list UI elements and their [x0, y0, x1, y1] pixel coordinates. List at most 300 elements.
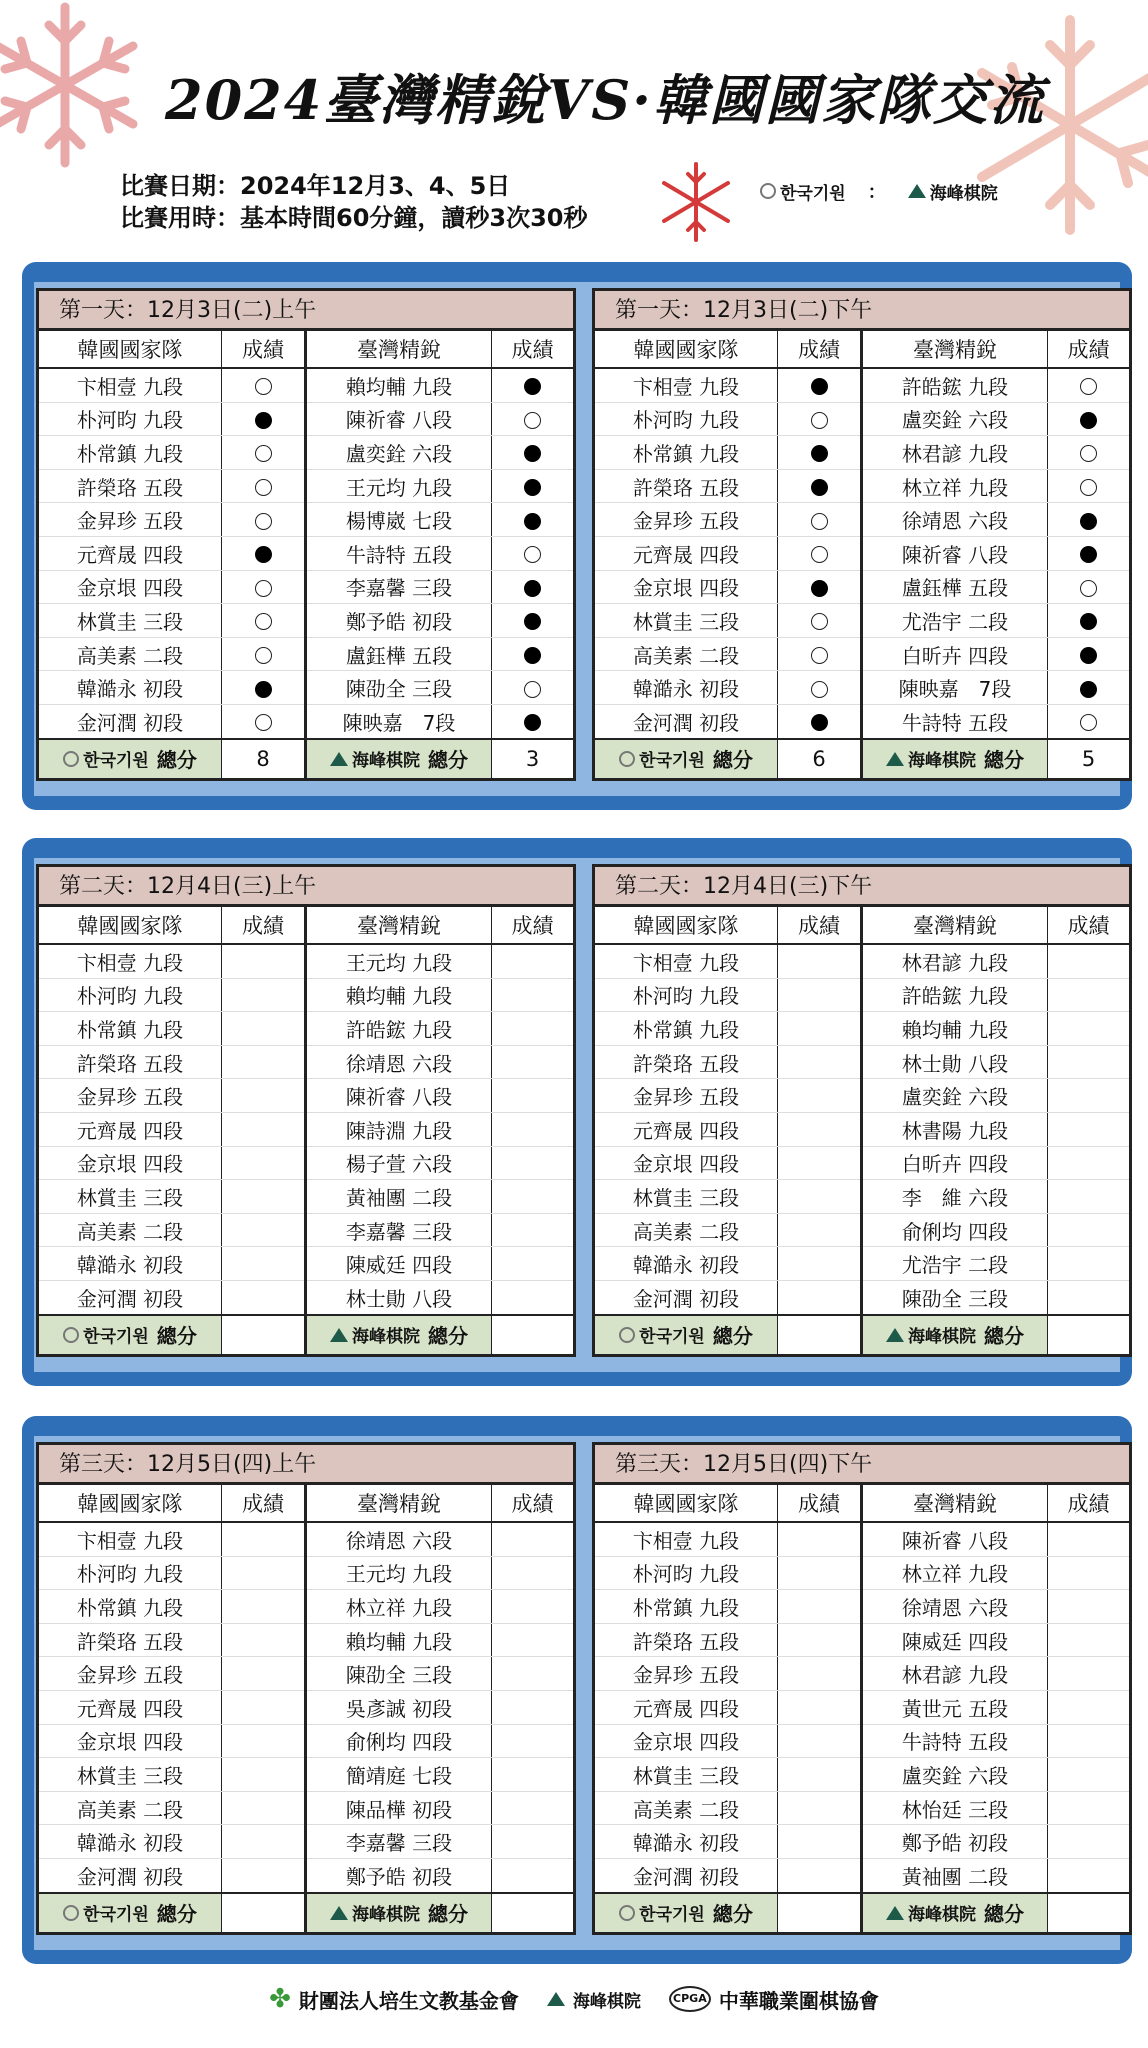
korea-result — [778, 1657, 862, 1691]
taiwan-result — [492, 536, 574, 570]
taiwan-result — [492, 604, 574, 638]
korea-player: 金昇珍 五段 — [39, 1657, 222, 1691]
korea-player: 許榮珞 五段 — [595, 469, 778, 503]
taiwan-result — [492, 1112, 574, 1146]
korea-result — [778, 1112, 862, 1146]
korea-result — [778, 1180, 862, 1214]
korea-result — [222, 503, 306, 537]
korea-result — [222, 1657, 306, 1691]
table-row — [39, 1112, 573, 1146]
korea-player: 朴常鎮 九段 — [595, 1012, 778, 1046]
taiwan-player: 盧奕銓 六段 — [862, 1758, 1048, 1792]
korea-player: 金河潤 初段 — [595, 704, 778, 738]
taiwan-result — [492, 944, 574, 978]
korea-player: 韓澔永 初段 — [39, 1247, 222, 1281]
korea-player: 高美素 二段 — [39, 1213, 222, 1247]
table-row — [595, 944, 1129, 978]
korea-baduk-icon — [63, 751, 79, 767]
taiwan-player: 徐靖恩 六段 — [306, 1045, 492, 1079]
table-row — [39, 469, 573, 503]
taiwan-result — [492, 1247, 574, 1281]
haifeng-logo: 海峰棋院 — [330, 1322, 420, 1347]
table-row — [595, 637, 1129, 671]
table-row — [39, 1791, 573, 1825]
korea-baduk-logo: 한국기원 — [619, 1322, 705, 1347]
table-row — [595, 402, 1129, 436]
taiwan-player: 林立祥 九段 — [862, 1556, 1048, 1590]
col-taiwan-team: 臺灣精銳 — [306, 1485, 492, 1522]
taiwan-result — [492, 503, 574, 537]
korea-result — [778, 1858, 862, 1892]
korea-result — [222, 368, 306, 402]
korea-baduk-icon — [619, 1905, 635, 1921]
korea-player: 卞相壹 九段 — [39, 944, 222, 978]
total-label-inner — [39, 744, 221, 773]
taiwan-result — [1048, 1079, 1130, 1113]
win-white-stone-icon — [1080, 479, 1097, 496]
col-result: 成績 — [1048, 331, 1130, 368]
taiwan-result — [1048, 1213, 1130, 1247]
korea-baduk-icon — [619, 751, 635, 767]
taiwan-result — [492, 1556, 574, 1590]
table-row — [595, 469, 1129, 503]
korea-player: 朴常鎮 九段 — [39, 436, 222, 470]
korea-result — [222, 1825, 306, 1859]
taiwan-player: 陳祈睿 八段 — [862, 1522, 1048, 1556]
korea-player: 金昇珍 五段 — [39, 503, 222, 537]
col-taiwan-team: 臺灣精銳 — [306, 331, 492, 368]
loss-black-stone-icon — [524, 613, 541, 630]
col-result: 成績 — [492, 907, 574, 944]
win-white-stone-icon — [524, 546, 541, 563]
session-panel — [592, 288, 1132, 781]
table-row — [39, 637, 573, 671]
taiwan-player: 王元均 九段 — [306, 944, 492, 978]
session-title: 第一天：12月3日(二)上午 — [39, 291, 573, 331]
table-row — [595, 503, 1129, 537]
loss-black-stone-icon — [524, 714, 541, 731]
korea-result — [778, 503, 862, 537]
total-row — [39, 739, 573, 778]
korea-player: 韓澔永 初段 — [595, 1825, 778, 1859]
haifeng-logo: 海峰棋院 — [330, 1900, 420, 1925]
col-taiwan-team: 臺灣精銳 — [862, 331, 1048, 368]
taiwan-result — [492, 1079, 574, 1113]
taiwan-result — [1048, 978, 1130, 1012]
results-table — [39, 907, 573, 1354]
day-block — [22, 838, 1132, 1386]
taiwan-player: 俞俐均 四段 — [306, 1724, 492, 1758]
taiwan-result — [492, 1791, 574, 1825]
cpga-badge: CPGA — [669, 1986, 711, 2012]
col-taiwan-team: 臺灣精銳 — [862, 907, 1048, 944]
total-row — [595, 1315, 1129, 1354]
taiwan-player: 林君諺 九段 — [862, 1657, 1048, 1691]
win-white-stone-icon — [255, 479, 272, 496]
taiwan-player: 黃世元 五段 — [862, 1690, 1048, 1724]
table-row — [39, 402, 573, 436]
col-korea-team: 韓國國家隊 — [595, 331, 778, 368]
korea-total-label — [595, 1893, 778, 1932]
korea-player: 卞相壹 九段 — [595, 1522, 778, 1556]
table-row — [595, 368, 1129, 402]
win-white-stone-icon — [811, 546, 828, 563]
table-header — [39, 907, 573, 944]
win-white-stone-icon — [811, 412, 828, 429]
korea-result — [778, 1825, 862, 1859]
korea-total-label — [595, 739, 778, 778]
col-taiwan-team: 臺灣精銳 — [862, 1485, 1048, 1522]
korea-result — [778, 1791, 862, 1825]
taiwan-result — [492, 1213, 574, 1247]
korea-player: 金昇珍 五段 — [39, 1079, 222, 1113]
taiwan-player: 王元均 九段 — [306, 1556, 492, 1590]
table-row — [595, 978, 1129, 1012]
table-row — [595, 1825, 1129, 1859]
table-header — [595, 331, 1129, 368]
total-label: 總分 — [712, 748, 753, 773]
win-white-stone-icon — [255, 647, 272, 664]
table-row — [595, 1590, 1129, 1624]
korea-baduk-icon — [760, 183, 776, 199]
korea-result — [778, 1247, 862, 1281]
results-table — [39, 331, 573, 778]
table-row — [39, 1724, 573, 1758]
session-title: 第三天：12月5日(四)上午 — [39, 1445, 573, 1485]
loss-black-stone-icon — [1080, 681, 1097, 698]
taiwan-player: 黃袖團 二段 — [306, 1180, 492, 1214]
korea-result — [778, 671, 862, 705]
table-row — [595, 1690, 1129, 1724]
korea-result — [222, 704, 306, 738]
table-row — [39, 671, 573, 705]
korea-player: 朴河昀 九段 — [595, 978, 778, 1012]
taiwan-total-score — [492, 1893, 574, 1932]
loss-black-stone-icon — [1080, 412, 1097, 429]
loss-black-stone-icon — [524, 647, 541, 664]
korea-player: 韓澔永 初段 — [39, 671, 222, 705]
korea-player: 朴常鎮 九段 — [595, 436, 778, 470]
taiwan-player: 陳祈睿 八段 — [306, 1079, 492, 1113]
korea-result — [222, 402, 306, 436]
korea-player: 林賞圭 三段 — [39, 1758, 222, 1792]
korea-baduk-logo: 한국기원 — [760, 179, 846, 204]
mountain-icon — [908, 184, 926, 198]
table-header — [39, 331, 573, 368]
taiwan-player: 陳劭全 三段 — [306, 671, 492, 705]
taiwan-player: 楊博崴 七段 — [306, 503, 492, 537]
table-row — [39, 1690, 573, 1724]
table-row — [595, 1556, 1129, 1590]
korea-result — [778, 944, 862, 978]
korea-result — [222, 1180, 306, 1214]
table-row — [595, 1079, 1129, 1113]
mountain-icon — [330, 1906, 348, 1920]
table-header — [595, 1485, 1129, 1522]
taiwan-player: 徐靖恩 六段 — [306, 1522, 492, 1556]
table-row — [595, 704, 1129, 738]
taiwan-total-label — [306, 1315, 492, 1354]
taiwan-player: 尤浩宇 二段 — [862, 1247, 1048, 1281]
loss-black-stone-icon — [524, 513, 541, 530]
total-label: 總分 — [712, 1324, 753, 1349]
taiwan-player: 盧鈺樺 五段 — [862, 570, 1048, 604]
korea-total-score — [778, 1893, 862, 1932]
korea-player: 高美素 二段 — [595, 637, 778, 671]
taiwan-result — [1048, 1690, 1130, 1724]
taiwan-result — [1048, 1112, 1130, 1146]
table-row — [39, 704, 573, 738]
col-korea-team: 韓國國家隊 — [39, 1485, 222, 1522]
table-row — [39, 978, 573, 1012]
table-row — [595, 1522, 1129, 1556]
taiwan-result — [1048, 671, 1130, 705]
col-korea-team: 韓國國家隊 — [595, 1485, 778, 1522]
total-row — [595, 1893, 1129, 1932]
korea-player: 金京垠 四段 — [39, 1146, 222, 1180]
table-row — [39, 1556, 573, 1590]
total-label-inner — [595, 744, 777, 773]
taiwan-player: 許皓鋐 九段 — [306, 1012, 492, 1046]
taiwan-result — [1048, 704, 1130, 738]
korea-result — [778, 536, 862, 570]
win-white-stone-icon — [255, 513, 272, 530]
taiwan-result — [1048, 604, 1130, 638]
taiwan-result — [492, 1522, 574, 1556]
taiwan-player: 陳映嘉 7段 — [306, 704, 492, 738]
korea-player: 高美素 二段 — [595, 1213, 778, 1247]
table-row — [39, 604, 573, 638]
taiwan-player: 簡靖庭 七段 — [306, 1758, 492, 1792]
win-white-stone-icon — [1080, 580, 1097, 597]
korea-baduk-logo: 한국기원 — [63, 1900, 149, 1925]
taiwan-result — [1048, 637, 1130, 671]
match-date: 比賽日期：2024年12月3、4、5日 — [120, 172, 511, 200]
table-row — [39, 1858, 573, 1892]
table-row — [39, 1623, 573, 1657]
table-row — [39, 1657, 573, 1691]
table-row — [595, 1791, 1129, 1825]
taiwan-result — [1048, 1623, 1130, 1657]
korea-result — [778, 1690, 862, 1724]
taiwan-result — [492, 402, 574, 436]
taiwan-result — [1048, 503, 1130, 537]
taiwan-player: 陳劭全 三段 — [306, 1657, 492, 1691]
taiwan-result — [1048, 1724, 1130, 1758]
taiwan-player: 林士勛 八段 — [306, 1280, 492, 1314]
loss-black-stone-icon — [255, 412, 272, 429]
total-label: 總分 — [156, 748, 197, 773]
korea-result — [778, 402, 862, 436]
taiwan-result — [492, 671, 574, 705]
taiwan-player: 陳祈睿 八段 — [306, 402, 492, 436]
col-result: 成績 — [222, 907, 306, 944]
table-row — [595, 1758, 1129, 1792]
korea-player: 元齊晟 四段 — [39, 1690, 222, 1724]
table-row — [595, 1724, 1129, 1758]
table-row — [39, 1825, 573, 1859]
total-label-inner — [863, 744, 1047, 773]
korea-total-score: 6 — [778, 739, 862, 778]
table-row — [39, 1590, 573, 1624]
loss-black-stone-icon — [1080, 546, 1097, 563]
org-cpga: CPGA 中華職業圍棋協會 — [669, 1985, 879, 2014]
korea-player: 許榮珞 五段 — [39, 1045, 222, 1079]
taiwan-total-score: 5 — [1048, 739, 1130, 778]
loss-black-stone-icon — [1080, 613, 1097, 630]
taiwan-result — [1048, 1045, 1130, 1079]
korea-result — [778, 1724, 862, 1758]
taiwan-player: 許皓鋐 九段 — [862, 978, 1048, 1012]
haifeng-logo: 海峰棋院 — [886, 746, 976, 771]
korea-total-score — [222, 1893, 306, 1932]
table-row — [39, 436, 573, 470]
taiwan-result — [492, 1146, 574, 1180]
table-row — [39, 1213, 573, 1247]
taiwan-result — [492, 978, 574, 1012]
col-result: 成績 — [778, 1485, 862, 1522]
korea-player: 金京垠 四段 — [595, 1146, 778, 1180]
korea-result — [778, 1045, 862, 1079]
taiwan-player: 賴均輔 九段 — [306, 1623, 492, 1657]
results-table — [595, 907, 1129, 1354]
total-label-inner — [307, 1320, 491, 1349]
total-row — [595, 739, 1129, 778]
session-title: 第三天：12月5日(四)下午 — [595, 1445, 1129, 1485]
korea-player: 元齊晟 四段 — [595, 1112, 778, 1146]
table-row — [595, 436, 1129, 470]
korea-player: 元齊晟 四段 — [39, 1112, 222, 1146]
taiwan-total-label — [862, 1315, 1048, 1354]
korea-player: 朴河昀 九段 — [595, 402, 778, 436]
taiwan-result — [492, 637, 574, 671]
taiwan-result — [492, 1623, 574, 1657]
korea-player: 金京垠 四段 — [595, 1724, 778, 1758]
korea-result — [778, 1213, 862, 1247]
table-row — [595, 1657, 1129, 1691]
total-label: 總分 — [984, 748, 1024, 773]
page-title: 2024臺灣精銳VS·韓國國家隊交流 — [165, 68, 1045, 132]
korea-result — [778, 469, 862, 503]
korea-result — [778, 978, 862, 1012]
taiwan-player: 許皓鋐 九段 — [862, 368, 1048, 402]
session-title: 第二天：12月4日(三)下午 — [595, 867, 1129, 907]
korea-result — [222, 1858, 306, 1892]
win-white-stone-icon — [1080, 445, 1097, 462]
taiwan-total-score: 3 — [492, 739, 574, 778]
loss-black-stone-icon — [1080, 647, 1097, 664]
taiwan-result — [1048, 1012, 1130, 1046]
taiwan-player: 林怡廷 三段 — [862, 1791, 1048, 1825]
loss-black-stone-icon — [811, 580, 828, 597]
korea-result — [778, 368, 862, 402]
total-label-inner — [307, 1898, 491, 1927]
taiwan-result — [1048, 570, 1130, 604]
taiwan-total-label — [306, 1893, 492, 1932]
win-white-stone-icon — [811, 647, 828, 664]
korea-player: 卞相壹 九段 — [39, 368, 222, 402]
col-result: 成績 — [778, 331, 862, 368]
korea-player: 金河潤 初段 — [595, 1280, 778, 1314]
haifeng-logo: 海峰棋院 — [330, 746, 420, 771]
win-white-stone-icon — [524, 681, 541, 698]
col-korea-team: 韓國國家隊 — [39, 331, 222, 368]
korea-player: 朴河昀 九段 — [39, 978, 222, 1012]
taiwan-player: 陳詩淵 九段 — [306, 1112, 492, 1146]
session-title: 第二天：12月4日(三)上午 — [39, 867, 573, 907]
results-table — [595, 331, 1129, 778]
taiwan-player: 林書陽 九段 — [862, 1112, 1048, 1146]
loss-black-stone-icon — [811, 714, 828, 731]
table-row — [39, 1522, 573, 1556]
win-white-stone-icon — [255, 714, 272, 731]
korea-total-label — [39, 739, 222, 778]
taiwan-result — [492, 1657, 574, 1691]
korea-total-score: 8 — [222, 739, 306, 778]
taiwan-result — [492, 1045, 574, 1079]
loss-black-stone-icon — [1080, 513, 1097, 530]
table-row — [39, 1247, 573, 1281]
table-header — [39, 1485, 573, 1522]
taiwan-player: 王元均 九段 — [306, 469, 492, 503]
win-white-stone-icon — [811, 513, 828, 530]
taiwan-result — [492, 570, 574, 604]
taiwan-result — [492, 1858, 574, 1892]
taiwan-result — [1048, 402, 1130, 436]
korea-result — [222, 570, 306, 604]
match-info — [120, 170, 588, 234]
taiwan-result — [492, 469, 574, 503]
taiwan-player: 徐靖恩 六段 — [862, 503, 1048, 537]
taiwan-total-label — [862, 1893, 1048, 1932]
taiwan-result — [1048, 1247, 1130, 1281]
taiwan-result — [1048, 1657, 1130, 1691]
taiwan-player: 鄭予皓 初段 — [862, 1825, 1048, 1859]
total-label-inner — [307, 744, 491, 773]
korea-player: 林賞圭 三段 — [595, 1180, 778, 1214]
taiwan-result — [1048, 1556, 1130, 1590]
korea-baduk-icon — [619, 1327, 635, 1343]
taiwan-player: 牛詩特 五段 — [306, 536, 492, 570]
win-white-stone-icon — [255, 613, 272, 630]
taiwan-result — [492, 1825, 574, 1859]
korea-player: 金河潤 初段 — [39, 1858, 222, 1892]
taiwan-result — [492, 1690, 574, 1724]
mountain-icon — [330, 1328, 348, 1342]
korea-player: 元齊晟 四段 — [595, 536, 778, 570]
taiwan-player: 賴均輔 九段 — [306, 368, 492, 402]
taiwan-player: 賴均輔 九段 — [862, 1012, 1048, 1046]
korea-total-score — [778, 1315, 862, 1354]
korea-player: 許榮珞 五段 — [595, 1623, 778, 1657]
session-panel — [36, 288, 576, 781]
korea-result — [222, 671, 306, 705]
korea-result — [222, 1247, 306, 1281]
session-panel — [592, 864, 1132, 1357]
taiwan-result — [492, 1012, 574, 1046]
korea-player: 金昇珍 五段 — [595, 1657, 778, 1691]
total-label: 總分 — [984, 1902, 1024, 1927]
mountain-icon — [886, 752, 904, 766]
taiwan-player: 鄭予皓 初段 — [306, 604, 492, 638]
total-row — [39, 1893, 573, 1932]
results-table — [595, 1485, 1129, 1932]
korea-player: 高美素 二段 — [39, 637, 222, 671]
korea-result — [222, 1623, 306, 1657]
korea-player: 朴河昀 九段 — [595, 1556, 778, 1590]
mountain-icon — [547, 1992, 565, 2006]
taiwan-player: 白昕卉 四段 — [862, 1146, 1048, 1180]
